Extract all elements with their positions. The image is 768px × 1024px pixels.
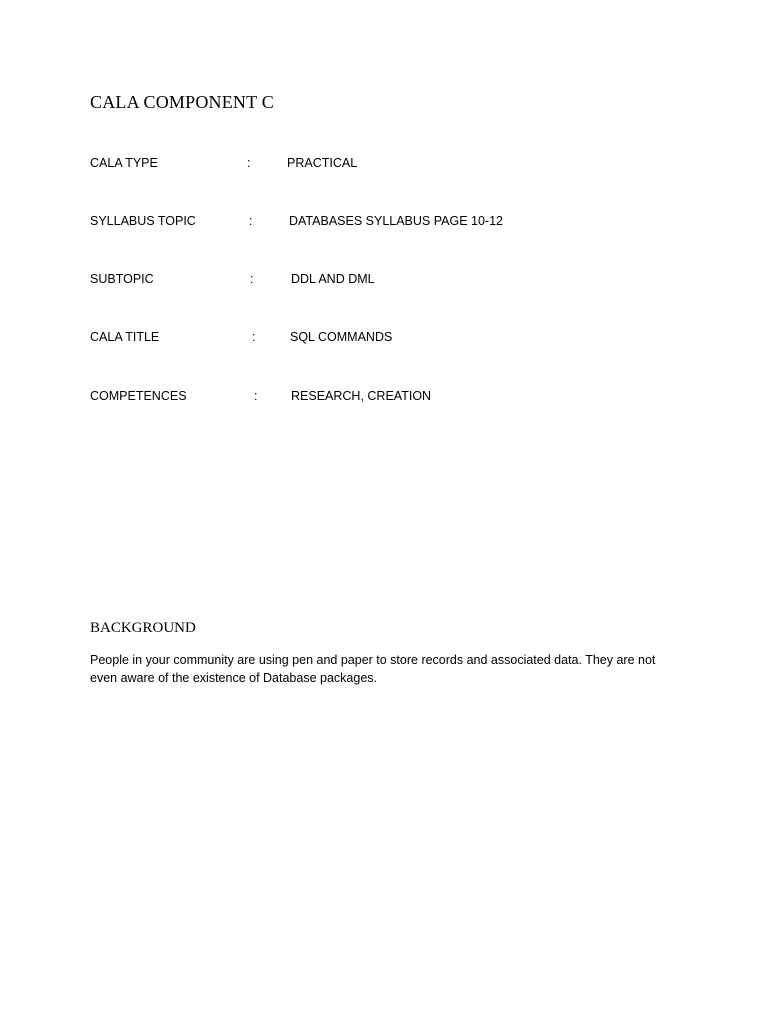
field-row-cala-type <box>90 156 690 176</box>
field-colon: : <box>249 214 253 228</box>
background-heading: BACKGROUND <box>90 620 196 636</box>
field-label: CALA TITLE <box>90 330 160 344</box>
field-value: DDL AND DML <box>291 272 375 286</box>
field-label: COMPETENCES <box>90 389 187 403</box>
field-row-subtopic <box>90 272 690 292</box>
field-value: RESEARCH, CREATION <box>291 389 432 403</box>
document-title: CALA COMPONENT C <box>90 92 274 112</box>
field-row-syllabus-topic <box>90 214 690 234</box>
background-paragraph: People in your community are using pen and paper to store records and associated data. They are not even aware of the existence of Database packages. <box>90 653 656 685</box>
field-label: SUBTOPIC <box>90 272 154 286</box>
field-row-competences <box>90 389 690 409</box>
field-colon: : <box>254 389 258 403</box>
field-label: SYLLABUS TOPIC <box>90 214 196 228</box>
field-row-cala-title <box>90 330 690 350</box>
field-value: DATABASES SYLLABUS PAGE 10-12 <box>289 214 503 228</box>
field-colon: : <box>250 272 254 286</box>
field-label: CALA TYPE <box>90 156 158 170</box>
field-value: PRACTICAL <box>287 156 358 170</box>
field-value: SQL COMMANDS <box>290 330 393 344</box>
field-colon: : <box>252 330 256 344</box>
field-colon: : <box>247 156 251 170</box>
